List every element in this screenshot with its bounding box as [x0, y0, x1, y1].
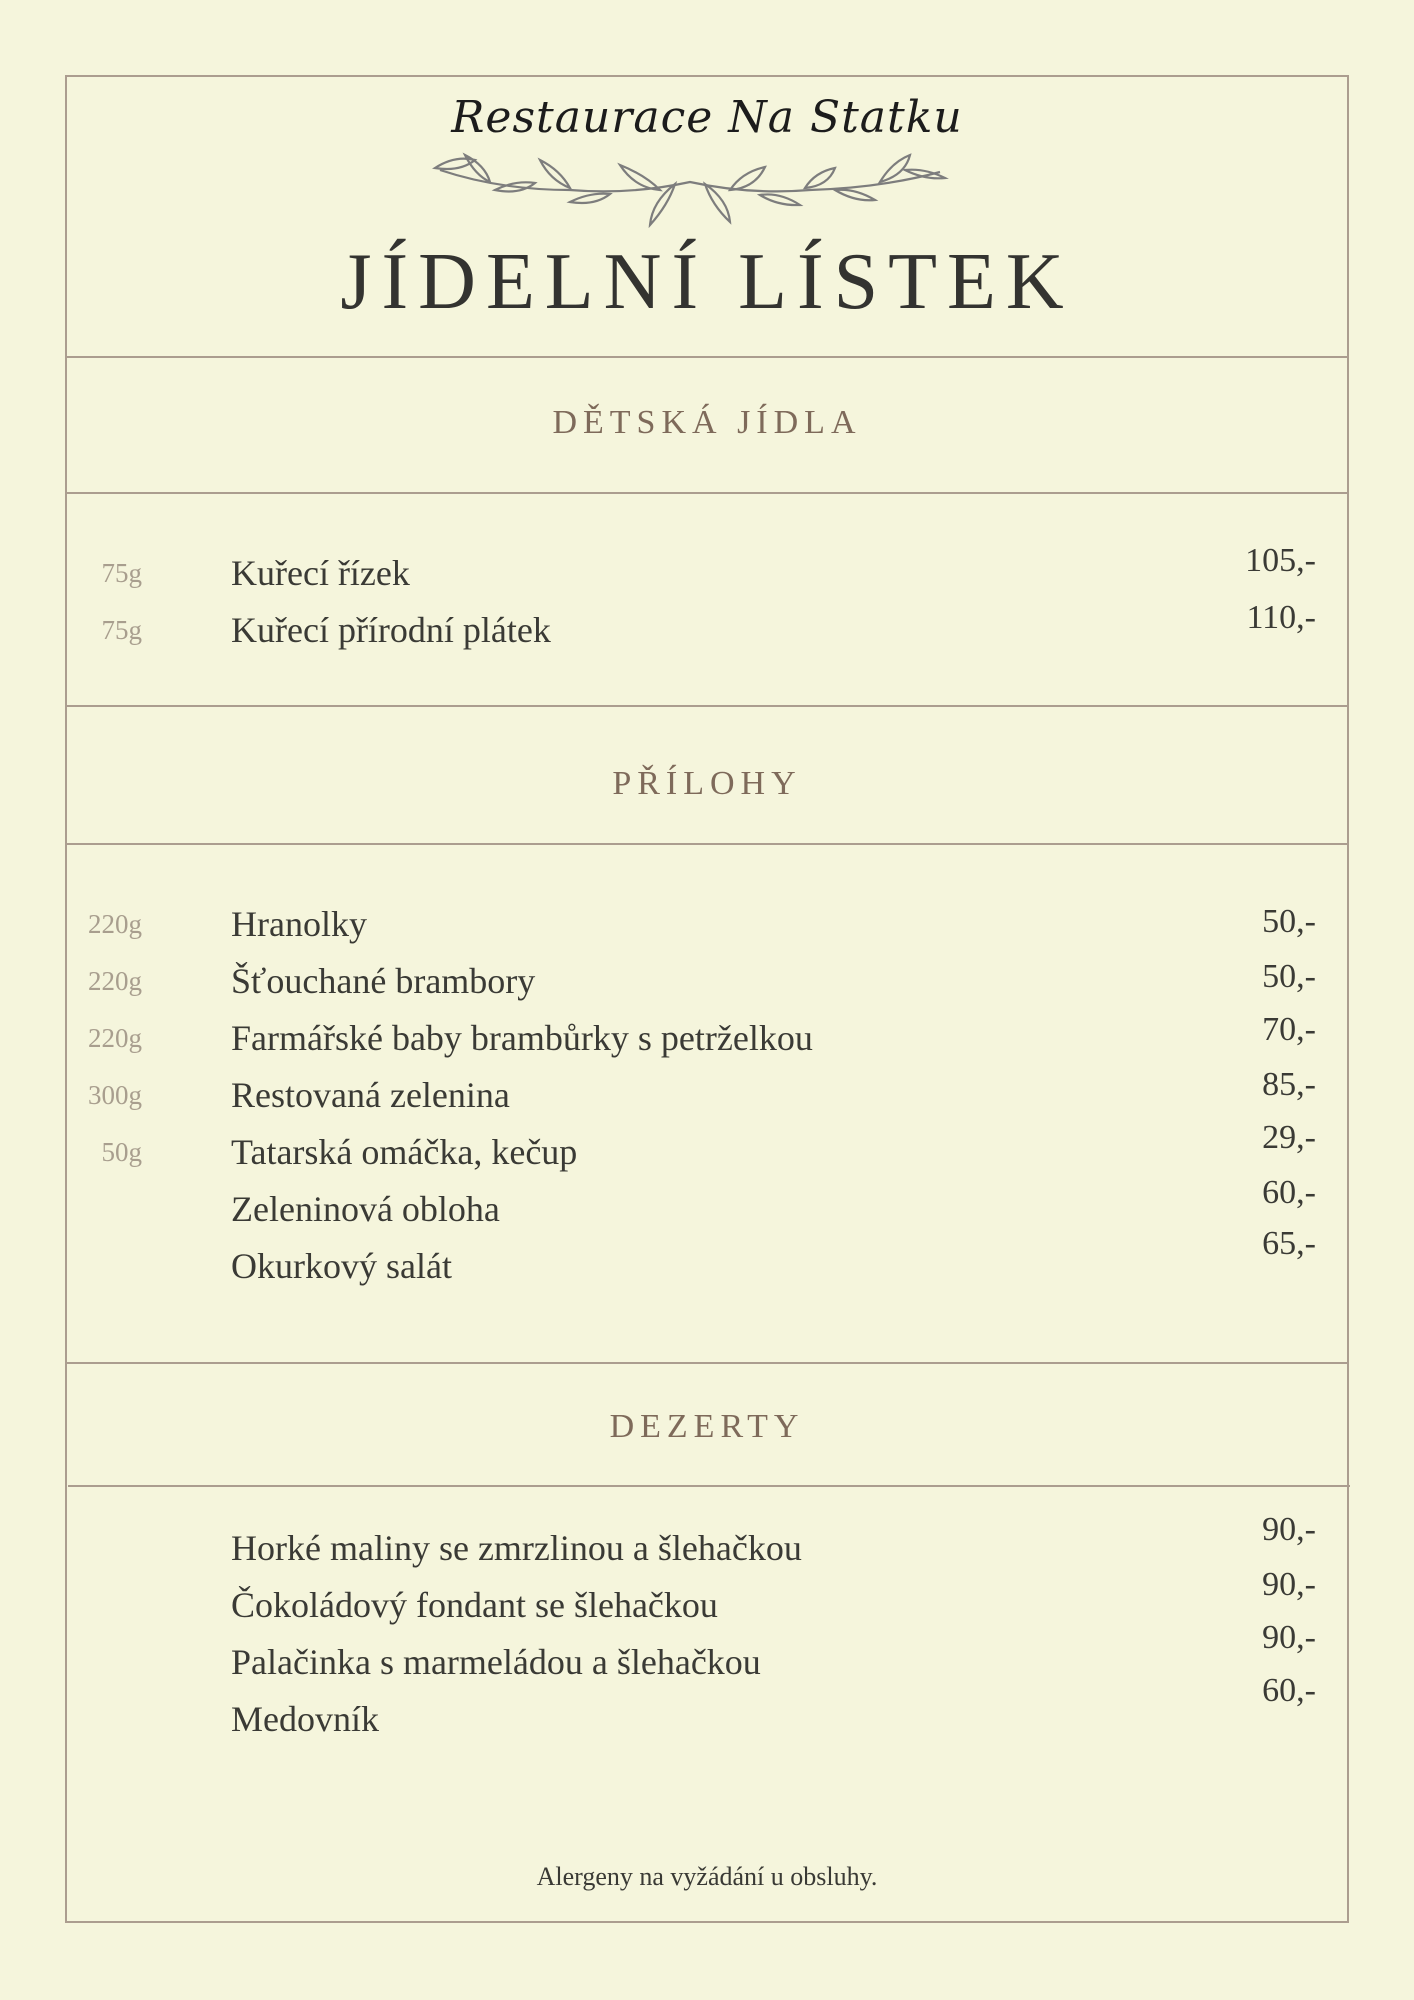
- item-name: Palačinka s marmeládou a šlehačkou: [231, 1642, 761, 1682]
- item-price: 65,-: [1262, 1225, 1316, 1262]
- menu-item: [0, 1119, 1414, 1172]
- item-weight: 75g: [101, 615, 142, 645]
- menu-item: [0, 1619, 1414, 1682]
- item-weight: 220g: [88, 909, 142, 939]
- item-price: 90,-: [1262, 1619, 1316, 1656]
- item-price: 70,-: [1262, 1011, 1316, 1048]
- divider: [65, 492, 1347, 494]
- item-price: 85,-: [1262, 1066, 1316, 1103]
- item-price: 60,-: [1262, 1174, 1316, 1211]
- item-price: 60,-: [1262, 1672, 1316, 1709]
- restaurant-name: Restaurace Na Statku: [451, 92, 963, 143]
- item-name: Kuřecí přírodní plátek: [231, 610, 551, 650]
- divider: [68, 1485, 1350, 1487]
- section-title-desserts: DEZERTY: [609, 1408, 805, 1445]
- divider: [65, 705, 1347, 707]
- item-name: Čokoládový fondant se šlehačkou: [231, 1585, 718, 1625]
- item-weight: 220g: [88, 966, 142, 996]
- laurel-branch-icon: [430, 150, 950, 230]
- menu-item: [0, 903, 1414, 943]
- menu-item: [0, 1011, 1414, 1058]
- item-name: Okurkový salát: [231, 1246, 452, 1286]
- item-name: Farmářské baby brambůrky s petrželkou: [231, 1018, 813, 1058]
- item-weight: 300g: [88, 1080, 142, 1110]
- item-name: Kuřecí řízek: [231, 553, 410, 593]
- item-price: 90,-: [1262, 1511, 1316, 1548]
- section-title-kids: DĚTSKÁ JÍDLA: [552, 404, 862, 441]
- divider: [65, 843, 1347, 845]
- menu-item: [0, 1566, 1414, 1625]
- item-price: 110,-: [1246, 599, 1316, 636]
- item-name: Šťouchané brambory: [231, 961, 536, 1001]
- item-name: Restovaná zelenina: [231, 1075, 510, 1115]
- item-name: Hranolky: [231, 904, 367, 944]
- menu-item: [0, 1511, 1414, 1568]
- item-price: 29,-: [1262, 1119, 1316, 1156]
- menu-item: [0, 542, 1414, 593]
- item-price: 50,-: [1262, 903, 1316, 940]
- item-name: Horké maliny se zmrzlinou a šlehačkou: [231, 1528, 802, 1568]
- item-name: Tatarská omáčka, kečup: [231, 1132, 578, 1172]
- menu-item: [0, 1174, 1414, 1229]
- section-title-sides: PŘÍLOHY: [612, 765, 802, 802]
- item-weight: 50g: [101, 1137, 142, 1167]
- page-title: JÍDELNÍ LÍSTEK: [340, 238, 1074, 326]
- divider: [65, 1362, 1347, 1364]
- item-name: Zeleninová obloha: [231, 1189, 500, 1229]
- divider: [65, 356, 1347, 358]
- menu-item: [0, 960, 1414, 1000]
- menu-item: [0, 599, 1414, 650]
- item-price: 105,-: [1245, 542, 1316, 579]
- item-price: 90,-: [1262, 1566, 1316, 1603]
- item-name: Medovník: [231, 1699, 379, 1739]
- menu-item: [0, 1672, 1414, 1739]
- menu-item: [0, 1225, 1414, 1286]
- item-price: 50,-: [1262, 958, 1316, 995]
- item-weight: 75g: [101, 558, 142, 588]
- allergen-note: Alergeny na vyžádání u obsluhy.: [536, 1862, 878, 1891]
- item-weight: 220g: [88, 1023, 142, 1053]
- menu-item: [0, 1066, 1414, 1115]
